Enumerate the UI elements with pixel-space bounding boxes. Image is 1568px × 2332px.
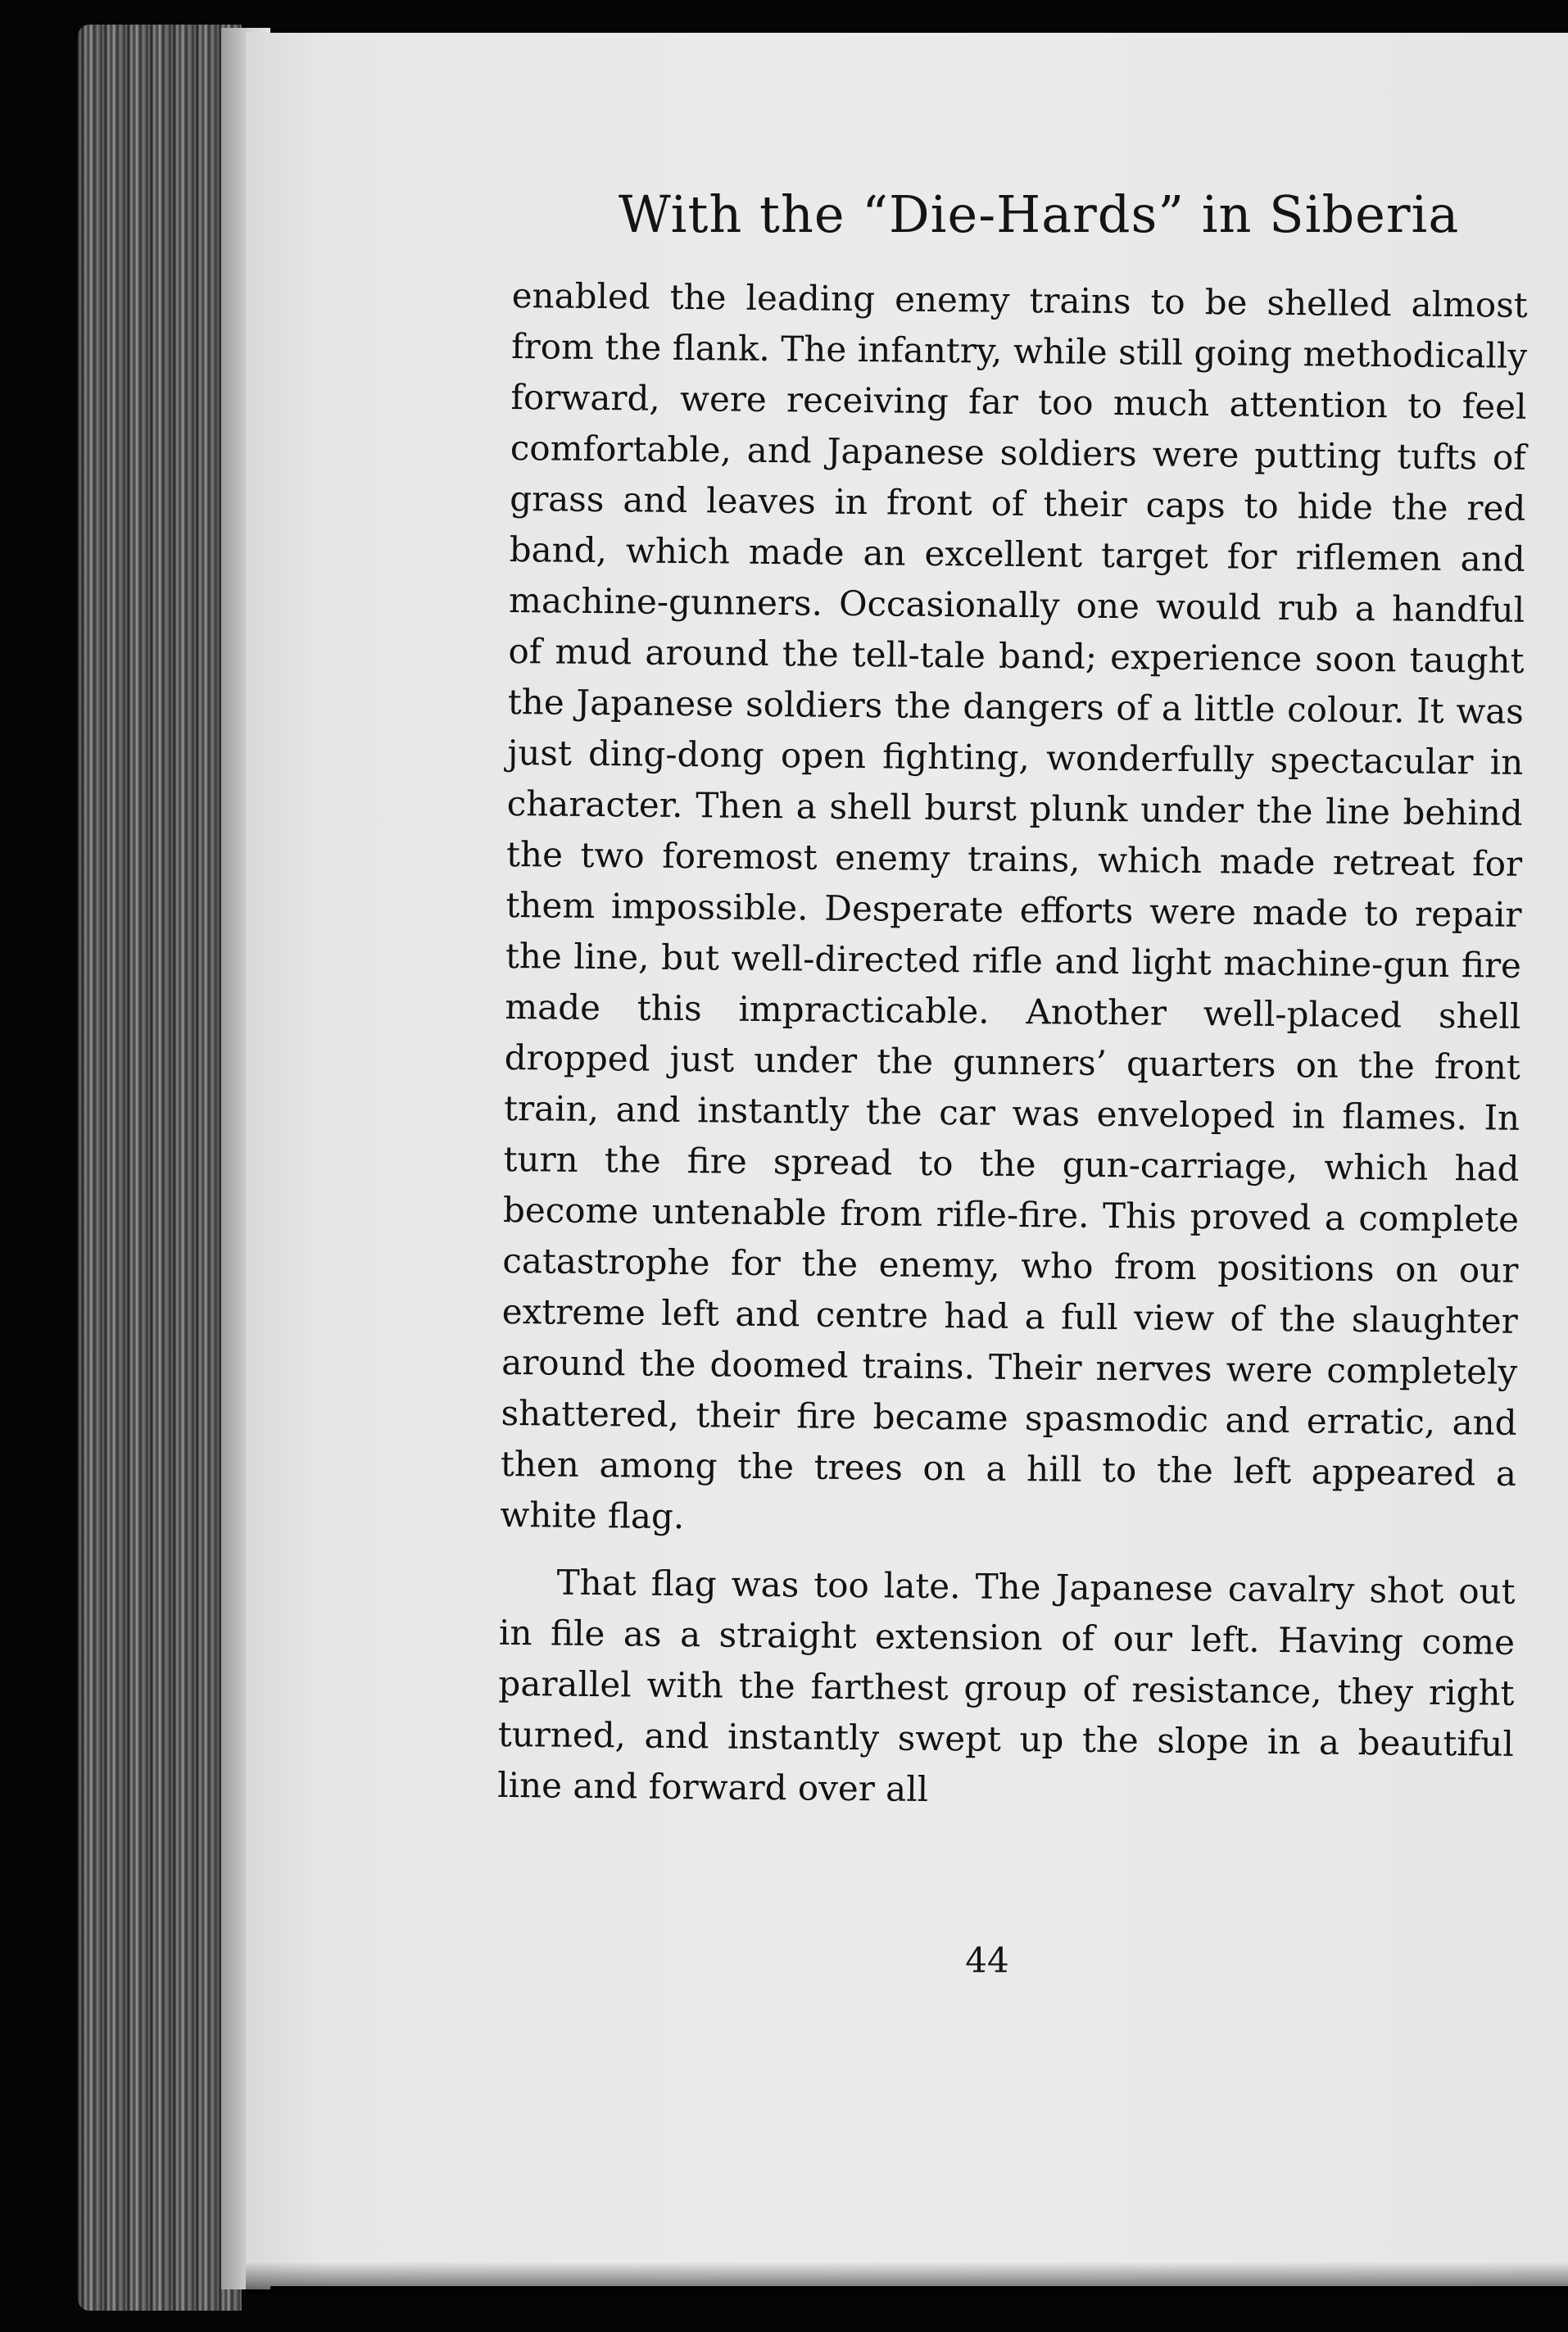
- book-binding: [78, 25, 242, 2311]
- paragraph-1: enabled the leading enemy trains to be shelled almost from the flank. The infantry, while still going methodically forward, were receiving far too much attention to feel comfortable, and Japanese soldiers were putting tufts of grass and leaves in front of their caps to hide the red band, which made an excellent target for riflemen and machine-gunners. Occasionally one would rub a handful of mud around the tell-tale band; experience soon taught the Japanese soldiers the dangers of a little colour. It was just ding-dong open fighting, wonderfully spectacular in character. Then a shell burst plunk under the line behind the two foremost enemy trains, which made retreat for them impossible. Desperate efforts were made to repair the line, but well-directed rifle and light machine-gun fire made this impracticable. Another well-placed shell dropped just under the gunners’ quarters on the front train, and instantly the car was enveloped in flames. In turn the fire spread to the gun-carriage, which had become untenable from rifle-fire. This proved a complete catastrophe for the enemy, who from positions on our extreme left and centre had a full view of the slaughter around the doomed trains. Their nerves were completely shattered, their fire became spasmodic and erratic, and then among the trees on a hill to the left appeared a white flag.: [500, 274, 1528, 1537]
- body-text: [497, 270, 1528, 1821]
- paragraph-2: That flag was too late. The Japanese cavalry shot out in file as a straight extension of our left. Having come parallel with the farthest group of resistance, they right turned, and instantly swept up the slope in a beautiful line and forward over all: [497, 1562, 1516, 1809]
- page-bottom-shadow: [246, 2262, 1568, 2294]
- running-head: With the “Die-Hards” in Siberia: [619, 184, 1460, 244]
- page-number: 44: [965, 1940, 1009, 1980]
